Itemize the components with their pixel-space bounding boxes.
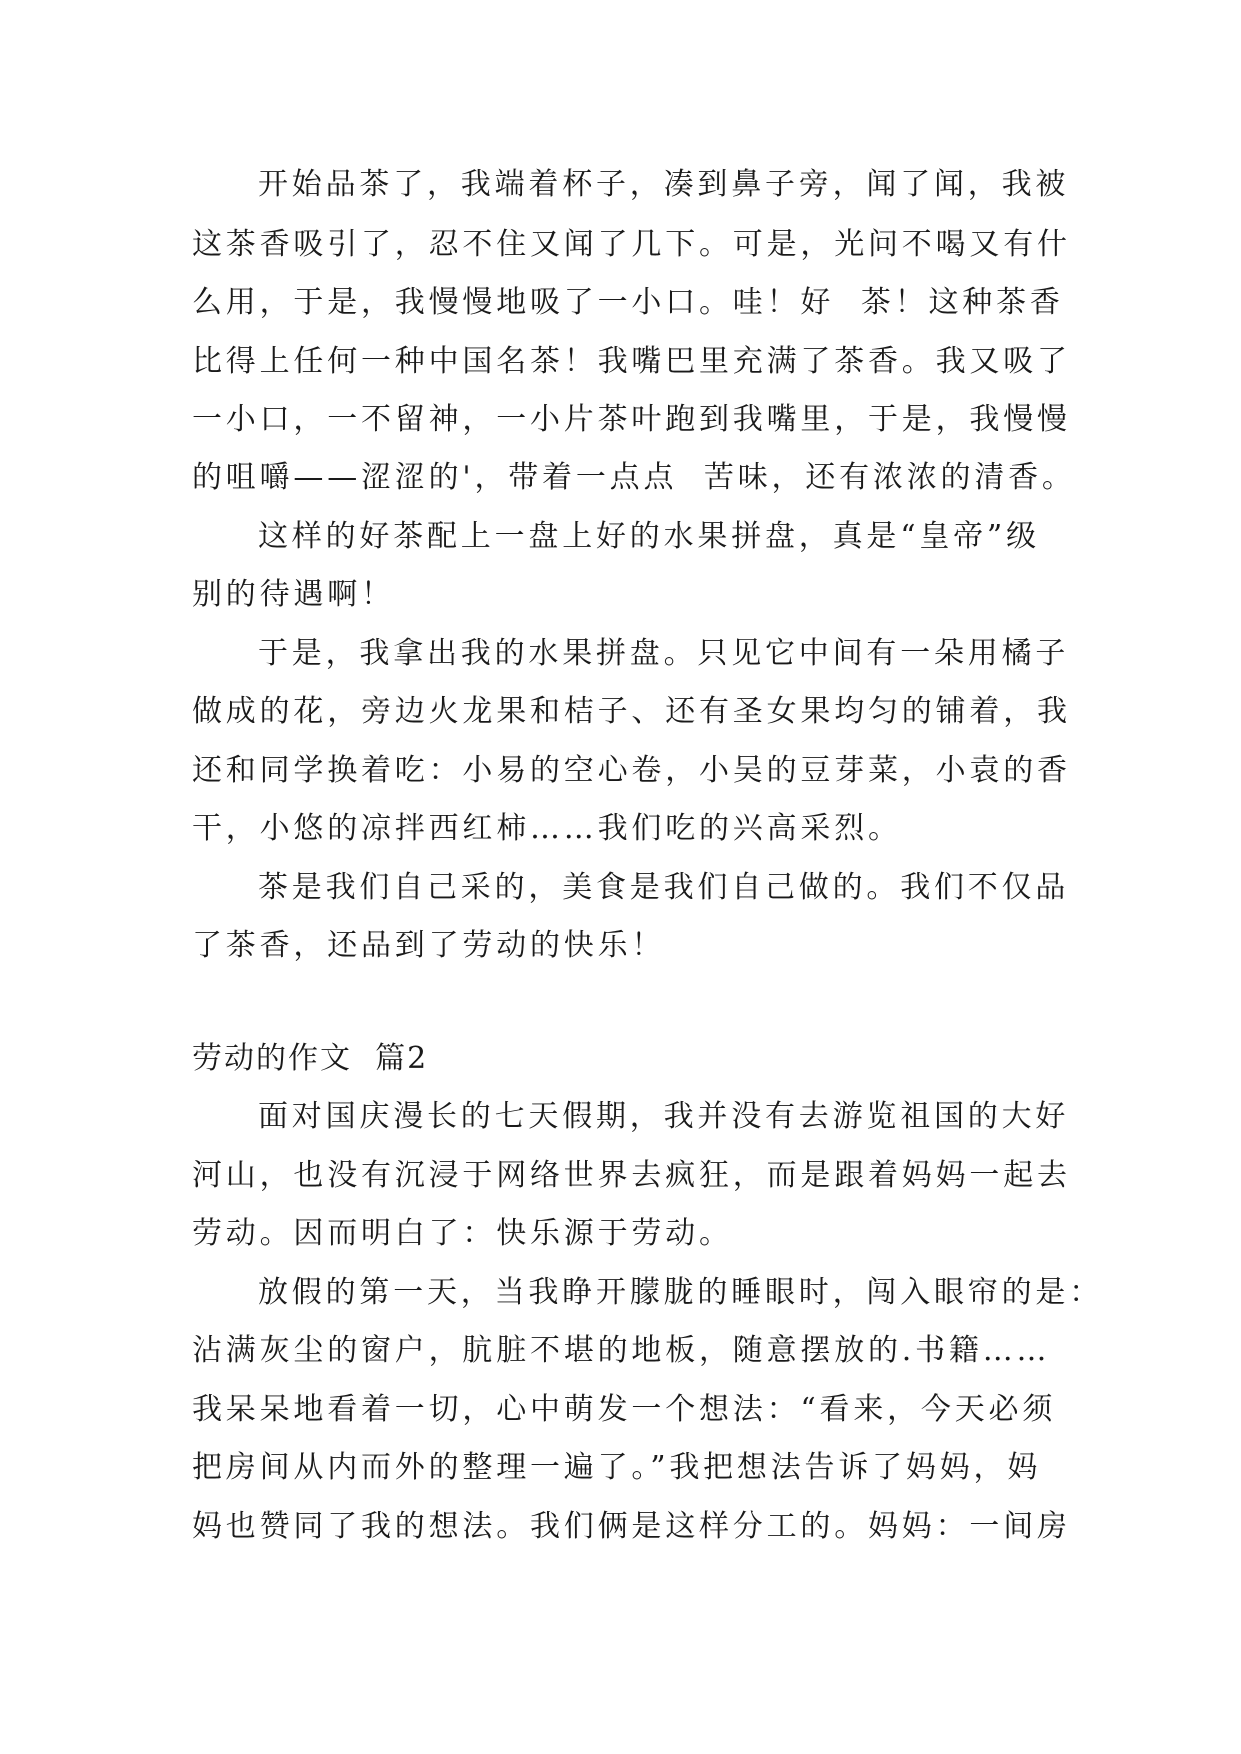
text-line: 放假的第一天，当我睁开朦胧的睡眼时，闯入眼帘的是： (258, 1275, 1103, 1310)
text-line: 河山，也没有沉浸于网络世界去疯狂，而是跟着妈妈一起去 (192, 1158, 1071, 1193)
text-line: 么用，于是，我慢慢地吸了一小口。哇！好 茶！这种茶香 (192, 285, 1064, 320)
text-line: 干，小悠的凉拌西红柿……我们吃的兴高采烈。 (192, 811, 902, 846)
text-line: 还和同学换着吃：小易的空心卷，小吴的豆芽菜，小袁的香 (192, 753, 1071, 788)
text-line: 了茶香，还品到了劳动的快乐！ (192, 928, 666, 963)
text-line: 开始品茶了，我端着杯子，凑到鼻子旁，闻了闻，我被 (258, 167, 1070, 202)
text-line: 劳动。因而明白了：快乐源于劳动。 (192, 1216, 733, 1251)
text-line: 的咀嚼——涩涩的'，带着一点点 苦味，还有浓浓的清香。 (192, 460, 1076, 495)
text-line: 把房间从内而外的整理一遍了。”我把想法告诉了妈妈，妈 (192, 1450, 1042, 1485)
text-line: 于是，我拿出我的水果拼盘。只见它中间有一朵用橘子 (258, 636, 1070, 671)
text-line: 别的待遇啊！ (192, 577, 395, 612)
section-heading: 劳动的作文 篇2 (192, 1041, 429, 1076)
text-line: 面对国庆漫长的七天假期，我并没有去游览祖国的大好 (258, 1099, 1070, 1134)
text-line: 我呆呆地看着一切，心中萌发一个想法：“看来，今天必须 (192, 1392, 1057, 1427)
text-line: 一小口，一不留神，一小片茶叶跑到我嘴里，于是，我慢慢 (192, 402, 1071, 437)
text-line: 妈也赞同了我的想法。我们俩是这样分工的。妈妈：一间房 (192, 1509, 1071, 1544)
text-line: 沾满灰尘的窗户，肮脏不堪的地板，随意摆放的.书籍…… (192, 1333, 1051, 1368)
text-line: 这茶香吸引了，忍不住又闻了几下。可是，光问不喝又有什 (192, 227, 1071, 262)
text-line: 比得上任何一种中国名茶！我嘴巴里充满了茶香。我又吸了 (192, 344, 1071, 379)
text-line: 做成的花，旁边火龙果和桔子、还有圣女果均匀的铺着，我 (192, 694, 1071, 729)
text-line: 茶是我们自己采的，美食是我们自己做的。我们不仅品 (258, 870, 1070, 905)
text-line: 这样的好茶配上一盘上好的水果拼盘，真是“皇帝”级 (258, 519, 1040, 554)
